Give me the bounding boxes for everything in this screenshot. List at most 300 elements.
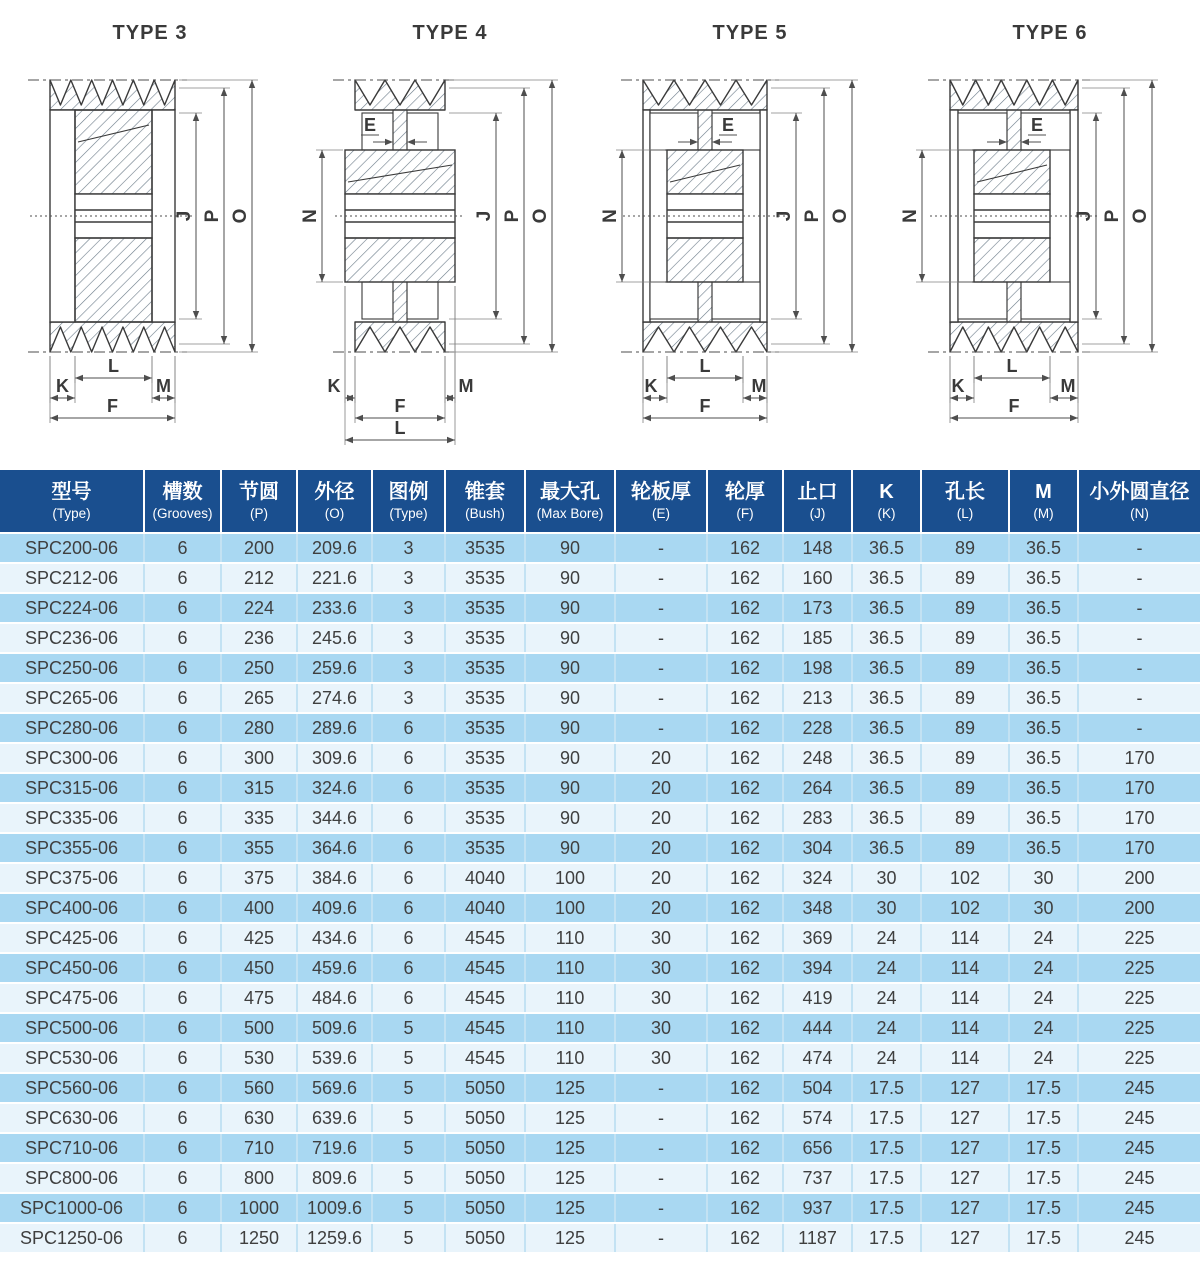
- table-cell: 6: [145, 744, 222, 772]
- table-cell: SPC530-06: [0, 1044, 145, 1072]
- dim-label-J: J: [474, 210, 495, 222]
- table-cell: 162: [708, 594, 784, 622]
- diagram-type-6: [900, 0, 1200, 462]
- table-cell: 30: [1010, 864, 1079, 892]
- table-cell: 504: [784, 1074, 853, 1102]
- table-cell: 3: [373, 624, 446, 652]
- table-cell: -: [616, 564, 708, 592]
- table-cell: 6: [145, 1014, 222, 1042]
- dim-label-K: K: [327, 376, 341, 396]
- column-header-2: 节圆 (P): [222, 470, 298, 532]
- table-cell: 400: [222, 894, 298, 922]
- table-cell: 5: [373, 1074, 446, 1102]
- dim-label-N: N: [600, 209, 621, 223]
- dim-label-P: P: [502, 209, 523, 223]
- table-cell: 6: [145, 1164, 222, 1192]
- table-cell: 274.6: [298, 684, 373, 712]
- table-cell: 125: [526, 1104, 616, 1132]
- table-cell: 30: [853, 894, 922, 922]
- table-cell: 3535: [446, 624, 526, 652]
- table-cell: 250: [222, 654, 298, 682]
- table-cell: 125: [526, 1224, 616, 1252]
- table-cell: 20: [616, 834, 708, 862]
- table-cell: 3535: [446, 804, 526, 832]
- table-row-SPC630-06: [0, 1104, 1200, 1132]
- table-cell: 5: [373, 1104, 446, 1132]
- table-cell: 200: [222, 534, 298, 562]
- table-cell: 200: [1079, 894, 1200, 922]
- table-cell: 283: [784, 804, 853, 832]
- table-cell: 24: [853, 954, 922, 982]
- column-header-12: M (M): [1010, 470, 1079, 532]
- table-cell: 3535: [446, 834, 526, 862]
- table-cell: SPC475-06: [0, 984, 145, 1012]
- table-cell: 6: [373, 954, 446, 982]
- table-cell: 110: [526, 1014, 616, 1042]
- table-cell: 3535: [446, 654, 526, 682]
- table-cell: 17.5: [1010, 1074, 1079, 1102]
- table-cell: 127: [922, 1074, 1010, 1102]
- table-cell: 127: [922, 1164, 1010, 1192]
- table-cell: 170: [1079, 774, 1200, 802]
- dim-label-L: L: [1006, 356, 1018, 376]
- table-cell: 300: [222, 744, 298, 772]
- table-row-SPC300-06: [0, 744, 1200, 772]
- table-cell: 450: [222, 954, 298, 982]
- table-cell: 114: [922, 954, 1010, 982]
- table-cell: 474: [784, 1044, 853, 1072]
- table-cell: 4040: [446, 894, 526, 922]
- table-cell: 245: [1079, 1134, 1200, 1162]
- dim-label-N: N: [900, 209, 921, 223]
- table-cell: 4545: [446, 924, 526, 952]
- table-row-SPC250-06: [0, 654, 1200, 682]
- table-cell: 1000: [222, 1194, 298, 1222]
- table-row-SPC450-06: [0, 954, 1200, 982]
- table-cell: -: [1079, 594, 1200, 622]
- dim-label-N: N: [300, 209, 321, 223]
- table-cell: 127: [922, 1194, 1010, 1222]
- table-cell: SPC236-06: [0, 624, 145, 652]
- table-cell: 36.5: [1010, 534, 1079, 562]
- table-cell: 5: [373, 1224, 446, 1252]
- column-header-1: 槽数 (Grooves): [145, 470, 222, 532]
- table-cell: 162: [708, 654, 784, 682]
- table-cell: 24: [853, 984, 922, 1012]
- column-header-3: 外径 (O): [298, 470, 373, 532]
- table-cell: 6: [373, 834, 446, 862]
- spec-table-body: [0, 534, 1200, 1252]
- table-cell: 90: [526, 744, 616, 772]
- column-header-6: 最大孔 (Max Bore): [526, 470, 616, 532]
- table-cell: 24: [1010, 984, 1079, 1012]
- table-cell: -: [616, 594, 708, 622]
- table-cell: 24: [853, 924, 922, 952]
- table-cell: 245: [1079, 1074, 1200, 1102]
- table-cell: 569.6: [298, 1074, 373, 1102]
- table-cell: 348: [784, 894, 853, 922]
- table-cell: SPC400-06: [0, 894, 145, 922]
- table-cell: 6: [145, 894, 222, 922]
- table-cell: 90: [526, 654, 616, 682]
- table-cell: 90: [526, 564, 616, 592]
- table-cell: 4545: [446, 954, 526, 982]
- table-cell: 225: [1079, 984, 1200, 1012]
- table-cell: 335: [222, 804, 298, 832]
- table-cell: 3535: [446, 594, 526, 622]
- table-cell: 17.5: [1010, 1164, 1079, 1192]
- table-cell: 225: [1079, 1044, 1200, 1072]
- table-row-SPC280-06: [0, 714, 1200, 742]
- table-cell: 173: [784, 594, 853, 622]
- table-cell: 4545: [446, 1044, 526, 1072]
- table-row-SPC400-06: [0, 894, 1200, 922]
- table-cell: 89: [922, 714, 1010, 742]
- table-cell: SPC335-06: [0, 804, 145, 832]
- table-cell: 170: [1079, 834, 1200, 862]
- table-row-SPC212-06: [0, 564, 1200, 592]
- table-cell: 6: [373, 984, 446, 1012]
- table-cell: 259.6: [298, 654, 373, 682]
- table-cell: 6: [145, 624, 222, 652]
- table-cell: 800: [222, 1164, 298, 1192]
- table-cell: 17.5: [1010, 1194, 1079, 1222]
- table-cell: 560: [222, 1074, 298, 1102]
- dim-label-P: P: [1102, 209, 1123, 223]
- column-header-9: 止口 (J): [784, 470, 853, 532]
- table-cell: 6: [145, 654, 222, 682]
- table-cell: SPC250-06: [0, 654, 145, 682]
- table-cell: 3535: [446, 564, 526, 592]
- table-cell: 809.6: [298, 1164, 373, 1192]
- table-cell: 656: [784, 1134, 853, 1162]
- table-cell: 6: [373, 714, 446, 742]
- table-cell: 710: [222, 1134, 298, 1162]
- table-cell: 36.5: [1010, 744, 1079, 772]
- table-cell: 5050: [446, 1074, 526, 1102]
- table-row-SPC224-06: [0, 594, 1200, 622]
- table-cell: 148: [784, 534, 853, 562]
- table-cell: 102: [922, 864, 1010, 892]
- dim-label-K: K: [56, 376, 69, 396]
- table-cell: 114: [922, 984, 1010, 1012]
- table-row-SPC375-06: [0, 864, 1200, 892]
- table-cell: 6: [373, 804, 446, 832]
- table-cell: 6: [373, 864, 446, 892]
- table-cell: 36.5: [853, 654, 922, 682]
- table-cell: 89: [922, 654, 1010, 682]
- table-cell: 17.5: [853, 1104, 922, 1132]
- table-cell: 225: [1079, 924, 1200, 952]
- table-cell: 30: [616, 1014, 708, 1042]
- pulley-diagram-type-3-drawing: [0, 0, 300, 462]
- table-cell: 36.5: [1010, 774, 1079, 802]
- table-cell: 245: [1079, 1224, 1200, 1252]
- table-cell: 228: [784, 714, 853, 742]
- table-cell: 17.5: [1010, 1104, 1079, 1132]
- table-row-SPC335-06: [0, 804, 1200, 832]
- table-cell: 737: [784, 1164, 853, 1192]
- table-cell: 36.5: [853, 564, 922, 592]
- table-cell: 36.5: [853, 684, 922, 712]
- table-cell: 170: [1079, 804, 1200, 832]
- table-cell: 6: [145, 534, 222, 562]
- table-cell: SPC560-06: [0, 1074, 145, 1102]
- table-row-SPC200-06: [0, 534, 1200, 562]
- table-cell: 245.6: [298, 624, 373, 652]
- table-row-SPC800-06: [0, 1164, 1200, 1192]
- table-cell: SPC224-06: [0, 594, 145, 622]
- table-cell: 36.5: [1010, 624, 1079, 652]
- table-cell: 574: [784, 1104, 853, 1132]
- table-cell: -: [1079, 684, 1200, 712]
- table-cell: 5: [373, 1194, 446, 1222]
- table-cell: SPC212-06: [0, 564, 145, 592]
- table-cell: 162: [708, 534, 784, 562]
- table-cell: 530: [222, 1044, 298, 1072]
- dim-label-K: K: [644, 376, 658, 396]
- table-cell: -: [616, 654, 708, 682]
- dim-label-P: P: [202, 209, 223, 223]
- table-cell: SPC800-06: [0, 1164, 145, 1192]
- table-cell: 162: [708, 1194, 784, 1222]
- table-cell: 127: [922, 1134, 1010, 1162]
- table-cell: 3: [373, 534, 446, 562]
- dim-label-E: E: [1030, 115, 1044, 135]
- table-cell: 6: [145, 1134, 222, 1162]
- table-cell: 20: [616, 864, 708, 892]
- table-cell: 221.6: [298, 564, 373, 592]
- table-cell: 36.5: [1010, 594, 1079, 622]
- table-cell: 90: [526, 804, 616, 832]
- table-cell: 4545: [446, 984, 526, 1012]
- table-row-SPC710-06: [0, 1134, 1200, 1162]
- table-cell: 6: [373, 744, 446, 772]
- table-cell: 6: [373, 894, 446, 922]
- table-cell: 5050: [446, 1194, 526, 1222]
- column-header-13: 小外圆直径 (N): [1079, 470, 1200, 532]
- table-cell: 245: [1079, 1164, 1200, 1192]
- table-cell: 114: [922, 1044, 1010, 1072]
- table-cell: 20: [616, 894, 708, 922]
- table-cell: SPC1000-06: [0, 1194, 145, 1222]
- table-cell: 17.5: [1010, 1224, 1079, 1252]
- table-cell: 3: [373, 564, 446, 592]
- dim-label-P: P: [802, 209, 823, 223]
- table-row-SPC500-06: [0, 1014, 1200, 1042]
- table-cell: 1187: [784, 1224, 853, 1252]
- dim-label-J: J: [174, 210, 195, 222]
- table-cell: 17.5: [853, 1134, 922, 1162]
- table-cell: -: [616, 624, 708, 652]
- table-cell: SPC315-06: [0, 774, 145, 802]
- table-cell: 369: [784, 924, 853, 952]
- table-cell: 6: [145, 954, 222, 982]
- table-cell: 20: [616, 774, 708, 802]
- table-cell: 6: [145, 684, 222, 712]
- table-cell: SPC425-06: [0, 924, 145, 952]
- table-cell: 24: [1010, 924, 1079, 952]
- table-row-SPC265-06: [0, 684, 1200, 712]
- table-cell: 30: [853, 864, 922, 892]
- table-cell: 6: [373, 924, 446, 952]
- table-cell: 355: [222, 834, 298, 862]
- table-cell: 419: [784, 984, 853, 1012]
- table-cell: 162: [708, 894, 784, 922]
- column-header-5: 锥套 (Bush): [446, 470, 526, 532]
- table-row-SPC425-06: [0, 924, 1200, 952]
- table-cell: 114: [922, 1014, 1010, 1042]
- table-cell: 198: [784, 654, 853, 682]
- table-cell: 1250: [222, 1224, 298, 1252]
- table-cell: 1259.6: [298, 1224, 373, 1252]
- table-cell: 248: [784, 744, 853, 772]
- table-cell: 110: [526, 984, 616, 1012]
- table-cell: 90: [526, 774, 616, 802]
- table-cell: 6: [145, 594, 222, 622]
- table-cell: 162: [708, 744, 784, 772]
- table-cell: 6: [145, 1104, 222, 1132]
- diagram-type-5: [600, 0, 900, 462]
- table-cell: 212: [222, 564, 298, 592]
- table-cell: 630: [222, 1104, 298, 1132]
- column-header-8: 轮厚 (F): [708, 470, 784, 532]
- diagram-title-type-3: TYPE 3: [112, 22, 188, 44]
- column-header-11: 孔长 (L): [922, 470, 1010, 532]
- table-cell: -: [616, 1164, 708, 1192]
- dim-label-F: F: [1008, 396, 1020, 416]
- table-cell: 289.6: [298, 714, 373, 742]
- table-cell: 89: [922, 804, 1010, 832]
- table-cell: 110: [526, 924, 616, 952]
- table-cell: 30: [616, 954, 708, 982]
- table-cell: 3535: [446, 684, 526, 712]
- dim-label-F: F: [699, 396, 711, 416]
- table-cell: 90: [526, 534, 616, 562]
- table-cell: 162: [708, 954, 784, 982]
- table-cell: 36.5: [853, 744, 922, 772]
- table-cell: 102: [922, 894, 1010, 922]
- table-cell: 36.5: [853, 804, 922, 832]
- table-cell: 5050: [446, 1104, 526, 1132]
- table-cell: 125: [526, 1134, 616, 1162]
- table-cell: 162: [708, 624, 784, 652]
- table-cell: 90: [526, 714, 616, 742]
- table-cell: 36.5: [853, 534, 922, 562]
- dim-label-L: L: [699, 356, 711, 376]
- table-cell: 110: [526, 1044, 616, 1072]
- table-row-SPC530-06: [0, 1044, 1200, 1072]
- table-cell: 24: [853, 1014, 922, 1042]
- table-cell: SPC630-06: [0, 1104, 145, 1132]
- dim-label-L: L: [108, 356, 119, 376]
- table-cell: 500: [222, 1014, 298, 1042]
- table-cell: -: [616, 1104, 708, 1132]
- table-cell: 127: [922, 1104, 1010, 1132]
- dim-label-O: O: [230, 208, 251, 224]
- table-cell: 5: [373, 1134, 446, 1162]
- table-cell: 484.6: [298, 984, 373, 1012]
- table-cell: 89: [922, 594, 1010, 622]
- table-cell: 162: [708, 1074, 784, 1102]
- column-header-0: 型号 (Type): [0, 470, 145, 532]
- table-cell: 24: [853, 1044, 922, 1072]
- table-cell: 125: [526, 1194, 616, 1222]
- table-cell: 200: [1079, 864, 1200, 892]
- table-cell: 36.5: [853, 774, 922, 802]
- table-cell: 185: [784, 624, 853, 652]
- table-cell: 324: [784, 864, 853, 892]
- dim-label-J: J: [774, 210, 795, 222]
- table-cell: 36.5: [853, 714, 922, 742]
- spec-table-header: [0, 470, 1200, 532]
- pulley-diagram-type-5-drawing: [600, 0, 900, 462]
- diagram-type-4: [300, 0, 600, 462]
- table-cell: 3: [373, 594, 446, 622]
- table-cell: SPC1250-06: [0, 1224, 145, 1252]
- table-cell: 3: [373, 684, 446, 712]
- table-cell: 36.5: [1010, 654, 1079, 682]
- table-row-SPC1000-06: [0, 1194, 1200, 1222]
- table-row-SPC236-06: [0, 624, 1200, 652]
- table-cell: 90: [526, 594, 616, 622]
- table-cell: 100: [526, 894, 616, 922]
- table-cell: 364.6: [298, 834, 373, 862]
- table-cell: 6: [145, 984, 222, 1012]
- table-cell: 236: [222, 624, 298, 652]
- table-cell: SPC300-06: [0, 744, 145, 772]
- table-cell: 6: [145, 924, 222, 952]
- table-cell: 89: [922, 534, 1010, 562]
- table-cell: 170: [1079, 744, 1200, 772]
- dim-label-F: F: [107, 396, 118, 416]
- table-cell: 90: [526, 684, 616, 712]
- table-cell: 110: [526, 954, 616, 982]
- table-cell: 162: [708, 564, 784, 592]
- table-cell: 89: [922, 834, 1010, 862]
- table-cell: 162: [708, 1104, 784, 1132]
- table-cell: 245: [1079, 1104, 1200, 1132]
- table-cell: 5050: [446, 1224, 526, 1252]
- table-cell: 20: [616, 804, 708, 832]
- table-cell: 6: [145, 834, 222, 862]
- table-row-SPC355-06: [0, 834, 1200, 862]
- column-header-10: K (K): [853, 470, 922, 532]
- table-cell: 36.5: [853, 834, 922, 862]
- table-cell: 114: [922, 924, 1010, 952]
- pulley-diagrams-row: [0, 0, 1200, 462]
- table-cell: -: [616, 1194, 708, 1222]
- table-cell: 245: [1079, 1194, 1200, 1222]
- dim-label-L: L: [394, 418, 406, 438]
- table-cell: 30: [616, 924, 708, 952]
- table-cell: 162: [708, 1044, 784, 1072]
- table-cell: 213: [784, 684, 853, 712]
- table-cell: 209.6: [298, 534, 373, 562]
- dim-label-O: O: [1130, 208, 1151, 224]
- table-cell: 384.6: [298, 864, 373, 892]
- table-cell: 17.5: [853, 1194, 922, 1222]
- table-cell: 280: [222, 714, 298, 742]
- table-cell: 30: [616, 1044, 708, 1072]
- table-cell: 5050: [446, 1134, 526, 1162]
- table-cell: 344.6: [298, 804, 373, 832]
- table-cell: 225: [1079, 954, 1200, 982]
- table-cell: 6: [145, 1044, 222, 1072]
- table-row-SPC315-06: [0, 774, 1200, 802]
- table-cell: 6: [145, 564, 222, 592]
- table-cell: 6: [145, 1074, 222, 1102]
